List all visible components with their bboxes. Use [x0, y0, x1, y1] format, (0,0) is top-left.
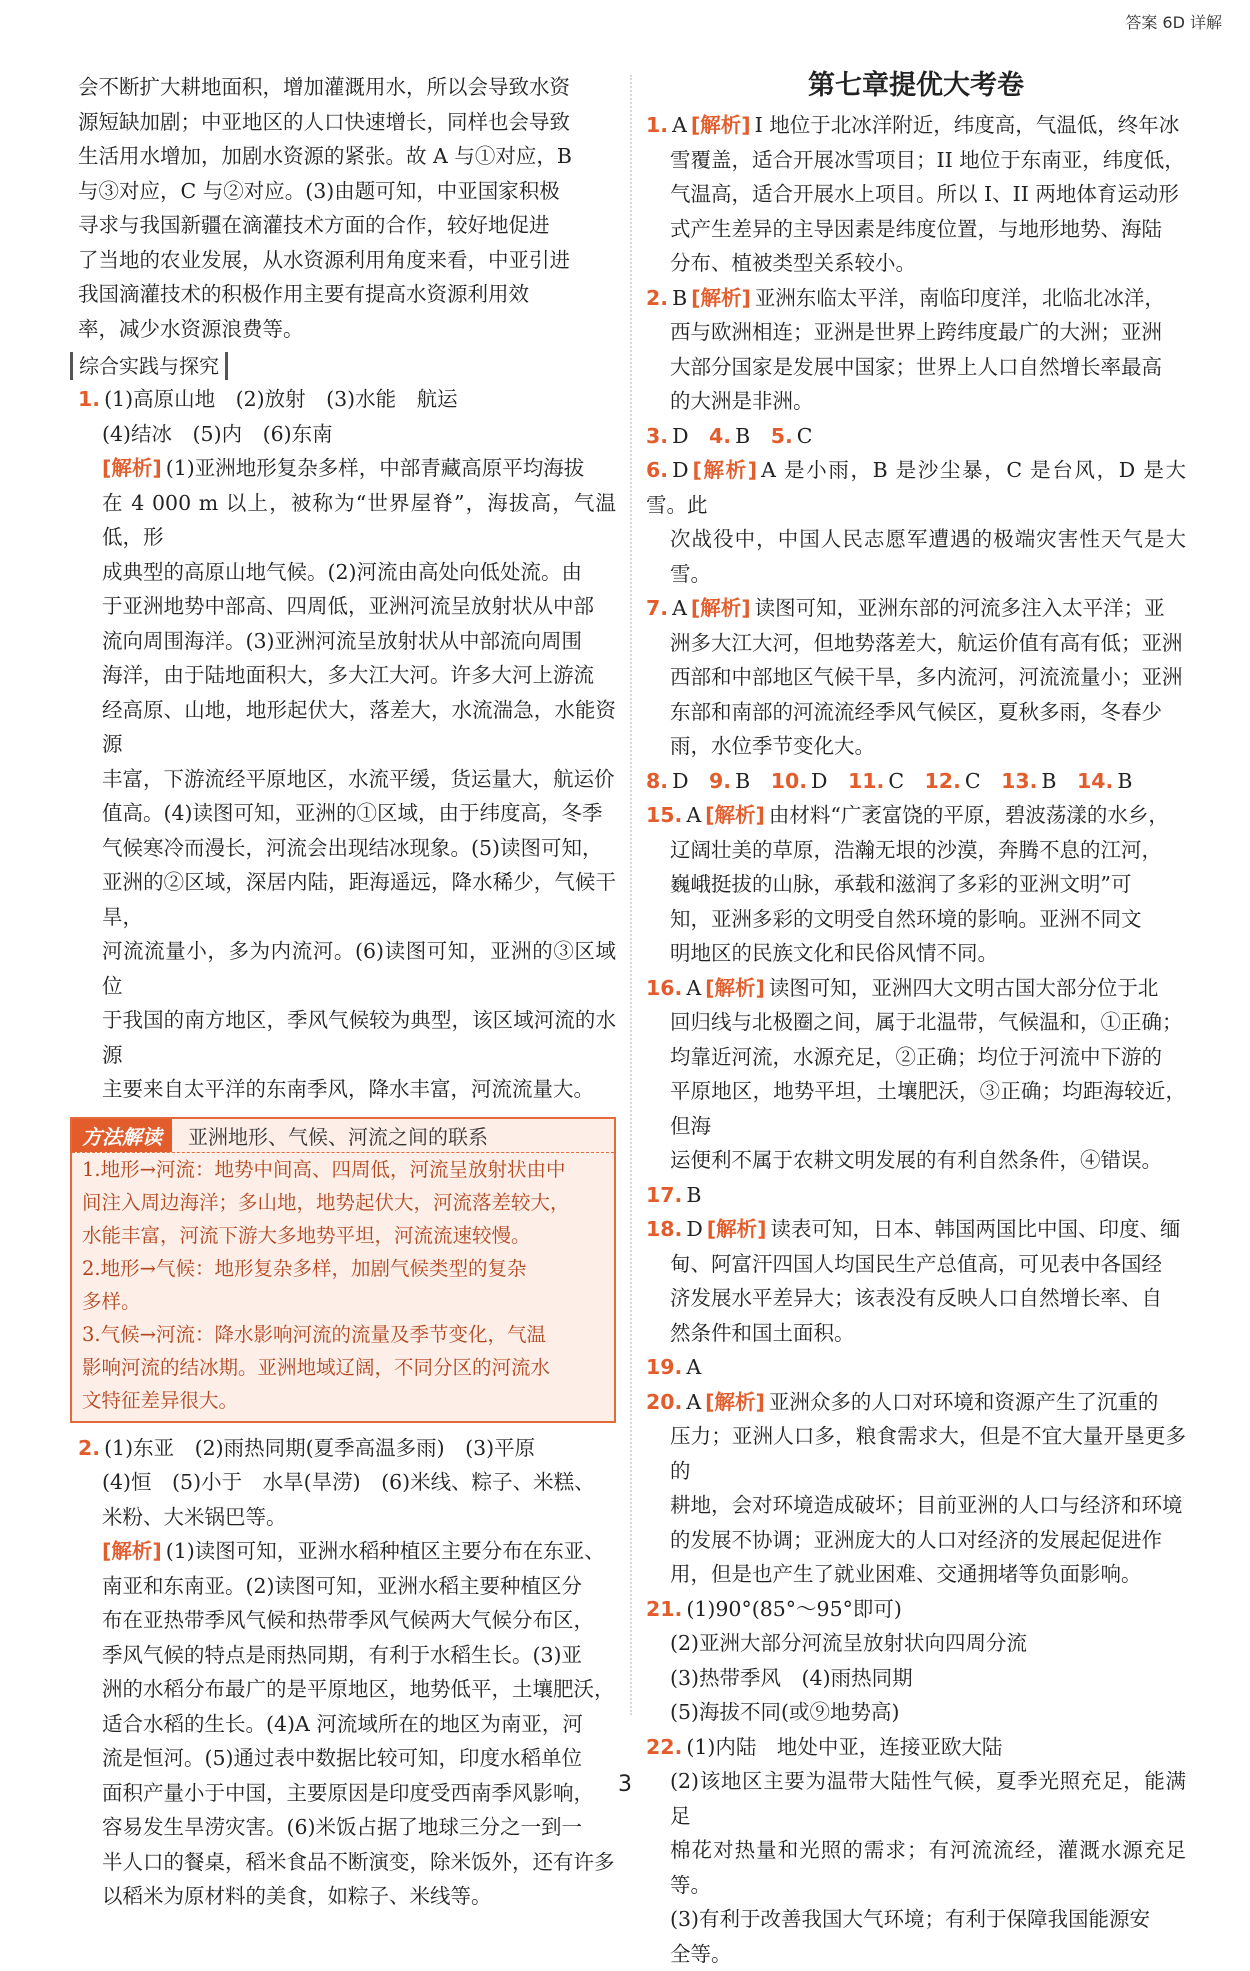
- text-line: 气候寒冷而漫长，河流会出现结冰现象。(5)读图可知，: [78, 831, 616, 866]
- text-line: 在 4 000 m 以上，被称为“世界屋脊”，海拔高，气温低，形: [78, 486, 616, 555]
- text-line: 生活用水增加，加剧水资源的紧张。故 A 与①对应，B: [78, 139, 616, 174]
- text-line: 海洋，由于陆地面积大，多大江大河。许多大河上游流: [78, 658, 616, 693]
- text-line: 然条件和国土面积。: [646, 1316, 1186, 1351]
- analysis-tag: [解析]: [691, 113, 751, 137]
- text-line: 式产生差异的主导因素是纬度位置，与地形地势、海陆: [646, 212, 1186, 247]
- answer-row: [646, 419, 1186, 454]
- method-line: 多样。: [72, 1285, 614, 1318]
- text-line: (2)该地区主要为温带大陆性气候，夏季光照充足，能满足: [646, 1764, 1186, 1833]
- answer-letter: A: [686, 803, 701, 827]
- text-line: 流向周围海洋。(3)亚洲河流呈放射状从中部流向周围: [78, 624, 616, 659]
- intro-paragraph: [78, 70, 616, 346]
- answer-letter: D: [672, 769, 688, 793]
- question-number: 14.: [1077, 769, 1113, 793]
- section-heading: 综合实践与探究: [70, 352, 228, 380]
- answer-line: (1)东亚 (2)雨热同期(夏季高温多雨) (3)平原: [104, 1436, 535, 1460]
- text-line: 济发展水平差异大；该表没有反映人口自然增长率、自: [646, 1281, 1186, 1316]
- question-r2: [646, 281, 1186, 419]
- answer-letter: A: [672, 113, 687, 137]
- text-line: 大部分国家是发展中国家；世界上人口自然增长率最高: [646, 350, 1186, 385]
- question-number: 4.: [709, 424, 731, 448]
- text-line: 适合水稻的生长。(4)A 河流域所在的地区为南亚，河: [78, 1707, 616, 1742]
- text-line: 读表可知，日本、韩国两国比中国、印度、缅: [771, 1217, 1181, 1241]
- analysis-tag: [解析]: [705, 1390, 765, 1414]
- text-line: 由材料“广袤富饶的平原，碧波荡漾的水乡，: [769, 803, 1169, 827]
- page-number: 3: [0, 1772, 1250, 1797]
- text-line: 棉花对热量和光照的需求；有河流流经，灌溉水源充足等。: [646, 1833, 1186, 1902]
- text-line: 丰富，下游流经平原地区，水流平缓，货运量大，航运价: [78, 762, 616, 797]
- question-number: 19.: [646, 1355, 682, 1379]
- method-header: [72, 1119, 614, 1153]
- text-line: 辽阔壮美的草原，浩瀚无垠的沙漠，奔腾不息的江河，: [646, 833, 1186, 868]
- answer-row: [646, 764, 1186, 799]
- text-line: 寻求与我国新疆在滴灌技术方面的合作，较好地促进: [78, 208, 616, 243]
- answer-line: (1)高原山地 (2)放射 (3)水能 航运: [104, 387, 458, 411]
- question-number: 5.: [771, 424, 793, 448]
- answer-letter: B: [735, 424, 750, 448]
- text-line: 均靠近河流，水源充足，②正确；均位于河流中下游的: [646, 1040, 1186, 1075]
- text-line: 季风气候的特点是雨热同期，有利于水稻生长。(3)亚: [78, 1638, 616, 1673]
- text-line: 流是恒河。(5)通过表中数据比较可知，印度水稻单位: [78, 1741, 616, 1776]
- text-line: 回归线与北极圈之间，属于北温带，气候温和，①正确；: [646, 1005, 1186, 1040]
- answer-line: 米粉、大米锅巴等。: [78, 1500, 616, 1535]
- answer-letter: D: [686, 1217, 702, 1241]
- answer-line: (4)结冰 (5)内 (6)东南: [78, 417, 616, 452]
- question-number: 7.: [646, 596, 668, 620]
- column-divider: [630, 75, 632, 1715]
- analysis-tag: [解析]: [707, 1217, 767, 1241]
- text-line: 以稻米为原材料的美食，如粽子、米线等。: [78, 1879, 616, 1914]
- question-number: 2.: [78, 1436, 100, 1460]
- answer-letter: C: [888, 769, 904, 793]
- text-line: (1)亚洲地形复杂多样，中部青藏高原平均海拔: [166, 456, 585, 480]
- answer-letter: C: [797, 424, 813, 448]
- answer-letter: B: [1117, 769, 1132, 793]
- text-line: 面积产量小于中国，主要原因是印度受西南季风影响，: [78, 1776, 616, 1811]
- text-line: 河流流量小，多为内流河。(6)读图可知，亚洲的③区域位: [78, 934, 616, 1003]
- question-number: 16.: [646, 976, 682, 1000]
- text-line: 会不断扩大耕地面积，增加灌溉用水，所以会导致水资: [78, 70, 616, 105]
- text-line: (3)热带季风 (4)雨热同期: [646, 1661, 1186, 1696]
- text-line: 明地区的民族文化和民俗风情不同。: [646, 936, 1186, 971]
- answer-letter: B: [686, 1183, 701, 1207]
- text-line: 巍峨挺拔的山脉，承载和滋润了多彩的亚洲文明”可: [646, 867, 1186, 902]
- question-r15: [646, 798, 1186, 971]
- text-line: 雨，水位季节变化大。: [646, 729, 1186, 764]
- question-number: 1.: [78, 387, 100, 411]
- text-line: 容易发生旱涝灾害。(6)米饭占据了地球三分之一到一: [78, 1810, 616, 1845]
- question-1: [78, 382, 616, 1107]
- question-2: [78, 1431, 616, 1914]
- text-line: 于我国的南方地区，季风气候较为典型，该区域河流的水源: [78, 1003, 616, 1072]
- method-label: 方法解读: [72, 1119, 172, 1152]
- text-line: I 地位于北冰洋附近，纬度高，气温低，终年冰: [755, 113, 1180, 137]
- analysis-tag: [解析]: [705, 976, 765, 1000]
- text-line: (1)90°(85°～95°即可): [686, 1597, 902, 1621]
- text-line: 洲多大江大河，但地势落差大，航运价值有高有低；亚洲: [646, 626, 1186, 661]
- question-number: 9.: [709, 769, 731, 793]
- text-line: 读图可知，亚洲四大文明古国大部分位于北: [769, 976, 1159, 1000]
- question-r1: [646, 108, 1186, 281]
- question-number: 1.: [646, 113, 668, 137]
- question-number: 10.: [771, 769, 807, 793]
- analysis-tag: [解析]: [693, 458, 758, 482]
- method-line: 2.地形→气候：地形复杂多样，加剧气候类型的复杂: [72, 1252, 614, 1285]
- text-line: 用，但是也产生了就业困难、交通拥堵等负面影响。: [646, 1557, 1186, 1592]
- method-line: 文特征差异很大。: [72, 1384, 614, 1417]
- text-line: 源短缺加剧；中亚地区的人口快速增长，同样也会导致: [78, 105, 616, 140]
- text-line: (3)有利于改善我国大气环境；有利于保障我国能源安: [646, 1902, 1186, 1937]
- method-line: 间注入周边海洋；多山地，地势起伏大，河流落差较大，: [72, 1186, 614, 1219]
- question-r7: [646, 591, 1186, 764]
- question-number: 22.: [646, 1735, 682, 1759]
- answer-letter: A: [686, 1390, 701, 1414]
- text-line: 亚洲东临太平洋，南临印度洋，北临北冰洋，: [755, 286, 1165, 310]
- question-r6: [646, 453, 1186, 591]
- text-line: 甸、阿富汗四国人均国民生产总值高，可见表中各国经: [646, 1247, 1186, 1282]
- question-r18: [646, 1212, 1186, 1350]
- text-line: 布在亚热带季风气候和热带季风气候两大气候分布区，: [78, 1603, 616, 1638]
- text-line: 东部和南部的河流流经季风气候区，夏秋多雨，冬春少: [646, 695, 1186, 730]
- question-r19: [646, 1350, 1186, 1385]
- question-number: 12.: [925, 769, 961, 793]
- right-column: [646, 70, 1186, 1971]
- page-header: 答案 6D 详解: [1125, 10, 1222, 33]
- text-line: 亚洲众多的人口对环境和资源产生了沉重的: [769, 1390, 1159, 1414]
- question-number: 11.: [848, 769, 884, 793]
- text-line: 的大洲是非洲。: [646, 384, 1186, 419]
- question-number: 6.: [646, 458, 668, 482]
- question-number: 15.: [646, 803, 682, 827]
- analysis-tag: [解析]: [102, 1539, 162, 1563]
- text-line: 耕地，会对环境造成破坏；目前亚洲的人口与经济和环境: [646, 1488, 1186, 1523]
- text-line: 压力；亚洲人口多，粮食需求大，但是不宜大量开垦更多的: [646, 1419, 1186, 1488]
- text-line: 洲的水稻分布最广的是平原地区，地势低平，土壤肥沃，: [78, 1672, 616, 1707]
- method-title: 亚洲地形、气候、河流之间的联系: [172, 1121, 488, 1150]
- text-line: 知，亚洲多彩的文明受自然环境的影响。亚洲不同文: [646, 902, 1186, 937]
- text-line: 运便利不属于农耕文明发展的有利自然条件，④错误。: [646, 1143, 1186, 1178]
- answer-letter: B: [735, 769, 750, 793]
- method-line: 影响河流的结冰期。亚洲地域辽阔，不同分区的河流水: [72, 1351, 614, 1384]
- text-line: 西与欧洲相连；亚洲是世界上跨纬度最广的大洲；亚洲: [646, 315, 1186, 350]
- text-line: 我国滴灌技术的积极作用主要有提高水资源利用效: [78, 277, 616, 312]
- text-line: 全等。: [646, 1937, 1186, 1971]
- question-number: 8.: [646, 769, 668, 793]
- answer-letter: D: [672, 424, 688, 448]
- answer-letter: A: [672, 596, 687, 620]
- text-line: 分布、植被类型关系较小。: [646, 246, 1186, 281]
- text-line: 与③对应，C 与②对应。(3)由题可知，中亚国家积极: [78, 174, 616, 209]
- text-line: 半人口的餐桌，稻米食品不断演变，除米饭外，还有许多: [78, 1845, 616, 1880]
- text-line: 平原地区，地势平坦，土壤肥沃，③正确；均距海较近，但海: [646, 1074, 1186, 1143]
- text-line: (2)亚洲大部分河流呈放射状向四周分流: [646, 1626, 1186, 1661]
- answer-line: (4)恒 (5)小于 水旱(旱涝) (6)米线、粽子、米糕、: [78, 1465, 616, 1500]
- method-line: 1.地形→河流：地势中间高、四周低，河流呈放射状由中: [72, 1153, 614, 1186]
- text-line: 西部和中部地区气候干旱，多内流河，河流流量小；亚洲: [646, 660, 1186, 695]
- answer-letter: B: [1041, 769, 1056, 793]
- text-line: 率，减少水资源浪费等。: [78, 312, 616, 347]
- question-r21: [646, 1592, 1186, 1730]
- method-line: 3.气候→河流：降水影响河流的流量及季节变化，气温: [72, 1318, 614, 1351]
- text-line: 亚洲的②区域，深居内陆，距海遥远，降水稀少，气候干旱，: [78, 865, 616, 934]
- method-line: 水能丰富，河流下游大多地势平坦，河流流速较慢。: [72, 1219, 614, 1252]
- question-r17: [646, 1178, 1186, 1213]
- text-line: 于亚洲地势中部高、四周低，亚洲河流呈放射状从中部: [78, 589, 616, 624]
- text-line: 南亚和东南亚。(2)读图可知，亚洲水稻主要种植区分: [78, 1569, 616, 1604]
- text-line: (1)内陆 地处中亚，连接亚欧大陆: [686, 1735, 1002, 1759]
- chapter-title: 第七章提优大考卷: [646, 68, 1186, 104]
- question-r20: [646, 1385, 1186, 1592]
- text-line: 雪覆盖，适合开展冰雪项目；II 地位于东南亚，纬度低，: [646, 143, 1186, 178]
- analysis-tag: [解析]: [102, 456, 162, 480]
- text-line: 的发展不协调；亚洲庞大的人口对经济的发展起促进作: [646, 1523, 1186, 1558]
- text-line: 主要来自太平洋的东南季风，降水丰富，河流流量大。: [78, 1072, 616, 1107]
- question-number: 13.: [1001, 769, 1037, 793]
- answer-letter: A: [686, 1355, 701, 1379]
- question-r16: [646, 971, 1186, 1178]
- question-number: 3.: [646, 424, 668, 448]
- question-number: 2.: [646, 286, 668, 310]
- question-r22: [646, 1730, 1186, 1971]
- left-column: [78, 70, 616, 1914]
- text-line: (5)海拔不同(或⑨地势高): [646, 1695, 1186, 1730]
- question-number: 18.: [646, 1217, 682, 1241]
- answer-letter: D: [811, 769, 827, 793]
- text-line: 气温高，适合开展水上项目。所以 I、II 两地体育运动形: [646, 177, 1186, 212]
- question-number: 17.: [646, 1183, 682, 1207]
- text-line: 了当地的农业发展，从水资源利用角度来看，中亚引进: [78, 243, 616, 278]
- answer-letter: D: [672, 458, 688, 482]
- text-line: (1)读图可知，亚洲水稻种植区主要分布在东亚、: [166, 1539, 605, 1563]
- text-line: 成典型的高原山地气候。(2)河流由高处向低处流。由: [78, 555, 616, 590]
- answer-letter: B: [672, 286, 687, 310]
- analysis-tag: [解析]: [691, 596, 751, 620]
- text-line: 经高原、山地，地形起伏大，落差大，水流湍急，水能资源: [78, 693, 616, 762]
- text-line: 次战役中，中国人民志愿军遭遇的极端灾害性天气是大雪。: [646, 522, 1186, 591]
- answer-letter: C: [965, 769, 981, 793]
- question-number: 21.: [646, 1597, 682, 1621]
- answer-letter: A: [686, 976, 701, 1000]
- method-box: [70, 1117, 616, 1423]
- text-line: 读图可知，亚洲东部的河流多注入太平洋；亚: [755, 596, 1165, 620]
- analysis-tag: [解析]: [691, 286, 751, 310]
- text-line: 值高。(4)读图可知，亚洲的①区域，由于纬度高，冬季: [78, 796, 616, 831]
- analysis-tag: [解析]: [705, 803, 765, 827]
- text-line: A 是小雨，B 是沙尘暴，C 是台风，D 是大雪。此: [646, 458, 1186, 517]
- question-number: 20.: [646, 1390, 682, 1414]
